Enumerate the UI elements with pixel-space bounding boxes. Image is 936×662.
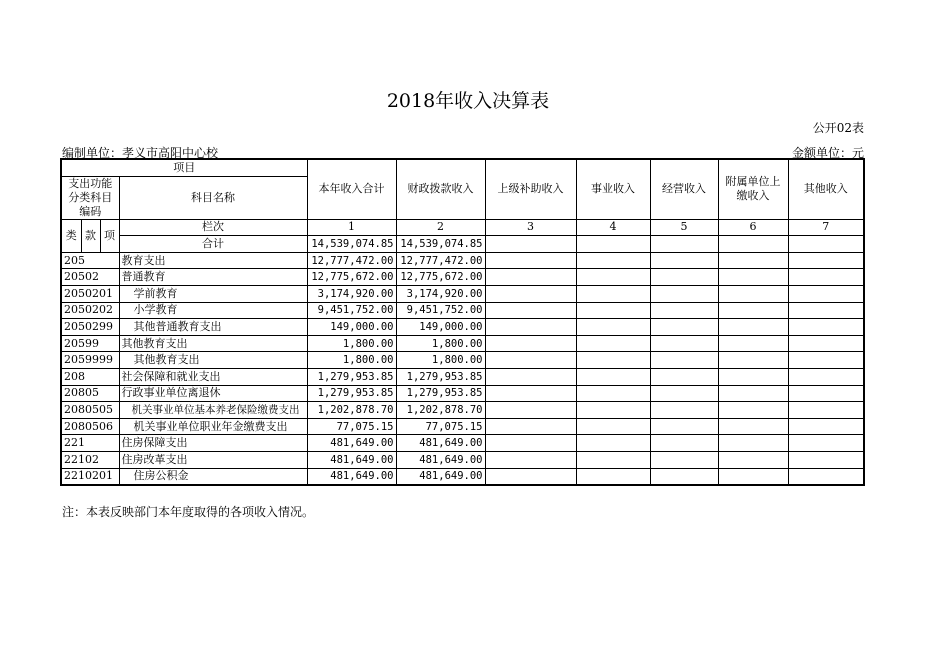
amount-unit: 金额单位：元 [791, 146, 864, 160]
row-total: 1,800.00 [307, 352, 396, 369]
row-empty-cell [788, 451, 864, 468]
row-empty-cell [485, 252, 576, 269]
row-empty-cell [650, 368, 718, 385]
row-empty-cell [650, 402, 718, 419]
row-empty-cell [650, 468, 718, 485]
row-empty-cell [576, 435, 650, 452]
row-empty-cell [485, 402, 576, 419]
row-subject-name: 住房改革支出 [119, 451, 307, 468]
row-total: 481,649.00 [307, 451, 396, 468]
row-empty-cell [650, 385, 718, 402]
row-fiscal: 481,649.00 [396, 468, 485, 485]
row-code: 20599 [61, 335, 119, 352]
row-empty-cell [485, 435, 576, 452]
row-fiscal: 149,000.00 [396, 319, 485, 336]
row-empty-cell [650, 435, 718, 452]
row-empty-cell [718, 285, 788, 302]
row-empty-cell [650, 451, 718, 468]
row-empty-cell [576, 285, 650, 302]
header-business: 事业收入 [576, 159, 650, 219]
row-empty-cell [650, 285, 718, 302]
row-code: 2210201 [61, 468, 119, 485]
row-empty-cell [718, 352, 788, 369]
row-subject-name: 机关事业单位基本养老保险缴费支出 [119, 402, 307, 419]
row-empty-cell [576, 352, 650, 369]
row-empty-cell [650, 269, 718, 286]
row-empty-cell [576, 252, 650, 269]
row-total: 9,451,752.00 [307, 302, 396, 319]
row-empty-cell [788, 335, 864, 352]
header-lei: 类 [61, 219, 81, 252]
row-total: 1,202,878.70 [307, 402, 396, 419]
row-fiscal: 481,649.00 [396, 435, 485, 452]
row-empty-cell [650, 252, 718, 269]
row-fiscal: 1,800.00 [396, 335, 485, 352]
row-subject-name: 社会保障和就业支出 [119, 368, 307, 385]
row-code: 2050201 [61, 285, 119, 302]
row-empty-cell [718, 252, 788, 269]
table-row [61, 352, 864, 369]
row-subject-name: 其他普通教育支出 [119, 319, 307, 336]
row-empty-cell [788, 252, 864, 269]
col-number-6: 6 [718, 219, 788, 236]
row-empty-cell [718, 302, 788, 319]
row-empty-cell [788, 269, 864, 286]
row-empty-cell [485, 335, 576, 352]
row-empty-cell [718, 402, 788, 419]
row-code: 221 [61, 435, 119, 452]
row-empty-cell [576, 451, 650, 468]
row-subject-name: 其他教育支出 [119, 335, 307, 352]
row-code: 20502 [61, 269, 119, 286]
table-row [61, 335, 864, 352]
row-empty-cell [788, 402, 864, 419]
row-fiscal: 481,649.00 [396, 451, 485, 468]
header-lanci: 栏次 [119, 219, 307, 236]
page-title: 2018年收入决算表 [386, 90, 550, 112]
table-row [61, 435, 864, 452]
row-subject-name: 机关事业单位职业年金缴费支出 [119, 418, 307, 435]
compiling-unit: 编制单位：孝义市高阳中心校 [62, 146, 219, 160]
row-empty-cell [718, 418, 788, 435]
row-empty-cell [485, 368, 576, 385]
row-subject-name: 行政事业单位离退休 [119, 385, 307, 402]
row-total: 1,279,953.85 [307, 368, 396, 385]
row-subject-name: 小学教育 [119, 302, 307, 319]
row-empty-cell [718, 269, 788, 286]
row-empty-cell [788, 468, 864, 485]
row-total: 3,174,920.00 [307, 285, 396, 302]
row-empty-cell [788, 285, 864, 302]
sum-fiscal: 14,539,074.85 [396, 236, 485, 253]
table-code: 公开02表 [812, 121, 864, 135]
row-empty-cell [485, 451, 576, 468]
row-empty-cell [650, 352, 718, 369]
row-empty-cell [718, 435, 788, 452]
row-total: 481,649.00 [307, 468, 396, 485]
header-total: 本年收入合计 [307, 159, 396, 219]
row-empty-cell [718, 368, 788, 385]
row-subject-name: 其他教育支出 [119, 352, 307, 369]
header-operating: 经营收入 [650, 159, 718, 219]
row-total: 1,800.00 [307, 335, 396, 352]
row-empty-cell [788, 385, 864, 402]
row-empty-cell [788, 352, 864, 369]
table-row [61, 252, 864, 269]
row-fiscal: 9,451,752.00 [396, 302, 485, 319]
row-empty-cell [788, 368, 864, 385]
row-subject-name: 住房保障支出 [119, 435, 307, 452]
row-empty-cell [576, 402, 650, 419]
header-subject-name: 科目名称 [119, 176, 307, 219]
row-empty-cell [485, 302, 576, 319]
col-number-5: 5 [650, 219, 718, 236]
row-empty-cell [485, 319, 576, 336]
row-empty-cell [718, 451, 788, 468]
row-empty-cell [650, 335, 718, 352]
row-subject-name: 普通教育 [119, 269, 307, 286]
table-row [61, 319, 864, 336]
table-row [61, 418, 864, 435]
row-fiscal: 1,279,953.85 [396, 368, 485, 385]
header-affiliated: 附属单位上缴收入 [718, 159, 788, 219]
row-empty-cell [788, 435, 864, 452]
row-empty-cell [718, 468, 788, 485]
row-fiscal: 1,800.00 [396, 352, 485, 369]
row-empty-cell [576, 385, 650, 402]
row-empty-cell [788, 319, 864, 336]
row-code: 2080506 [61, 418, 119, 435]
col-number-1: 1 [307, 219, 396, 236]
row-empty-cell [485, 352, 576, 369]
row-fiscal: 12,777,472.00 [396, 252, 485, 269]
header-kuan: 款 [81, 219, 100, 252]
row-subject-name: 住房公积金 [119, 468, 307, 485]
row-fiscal: 12,775,672.00 [396, 269, 485, 286]
row-empty-cell [576, 418, 650, 435]
row-empty-cell [788, 418, 864, 435]
row-empty-cell [485, 468, 576, 485]
row-code: 208 [61, 368, 119, 385]
row-empty-cell [718, 319, 788, 336]
sum-label: 合计 [119, 236, 307, 253]
row-empty-cell [718, 385, 788, 402]
row-empty-cell [576, 269, 650, 286]
row-total: 149,000.00 [307, 319, 396, 336]
row-empty-cell [485, 418, 576, 435]
col-number-3: 3 [485, 219, 576, 236]
row-fiscal: 77,075.15 [396, 418, 485, 435]
row-empty-cell [485, 385, 576, 402]
table-row [61, 385, 864, 402]
row-fiscal: 1,279,953.85 [396, 385, 485, 402]
header-func-code: 支出功能分类科目编码 [61, 176, 119, 219]
table-row [61, 468, 864, 485]
sum-total: 14,539,074.85 [307, 236, 396, 253]
row-empty-cell [576, 368, 650, 385]
row-empty-cell [485, 285, 576, 302]
table-row [61, 269, 864, 286]
row-code: 20805 [61, 385, 119, 402]
row-fiscal: 3,174,920.00 [396, 285, 485, 302]
row-empty-cell [788, 302, 864, 319]
table-row [61, 451, 864, 468]
row-total: 77,075.15 [307, 418, 396, 435]
row-code: 2050299 [61, 319, 119, 336]
row-total: 481,649.00 [307, 435, 396, 452]
row-total: 12,775,672.00 [307, 269, 396, 286]
row-empty-cell [718, 335, 788, 352]
table-row [61, 285, 864, 302]
footnote: 注：本表反映部门本年度取得的各项收入情况。 [62, 505, 315, 519]
row-fiscal: 1,202,878.70 [396, 402, 485, 419]
row-empty-cell [576, 302, 650, 319]
row-empty-cell [650, 319, 718, 336]
table-row [61, 402, 864, 419]
row-code: 2050202 [61, 302, 119, 319]
header-xiang: 项 [100, 219, 119, 252]
row-subject-name: 学前教育 [119, 285, 307, 302]
table-row [61, 368, 864, 385]
header-fiscal: 财政拨款收入 [396, 159, 485, 219]
row-total: 12,777,472.00 [307, 252, 396, 269]
header-project: 项目 [61, 159, 307, 176]
header-other: 其他收入 [788, 159, 864, 219]
col-number-4: 4 [576, 219, 650, 236]
row-subject-name: 教育支出 [119, 252, 307, 269]
row-empty-cell [576, 319, 650, 336]
row-code: 22102 [61, 451, 119, 468]
row-code: 2059999 [61, 352, 119, 369]
col-number-2: 2 [396, 219, 485, 236]
row-code: 2080505 [61, 402, 119, 419]
row-empty-cell [650, 302, 718, 319]
row-total: 1,279,953.85 [307, 385, 396, 402]
table-row [61, 302, 864, 319]
row-empty-cell [650, 418, 718, 435]
row-empty-cell [485, 269, 576, 286]
income-table [60, 158, 865, 486]
row-empty-cell [576, 468, 650, 485]
row-empty-cell [576, 335, 650, 352]
row-code: 205 [61, 252, 119, 269]
col-number-7: 7 [788, 219, 864, 236]
header-superior: 上级补助收入 [485, 159, 576, 219]
